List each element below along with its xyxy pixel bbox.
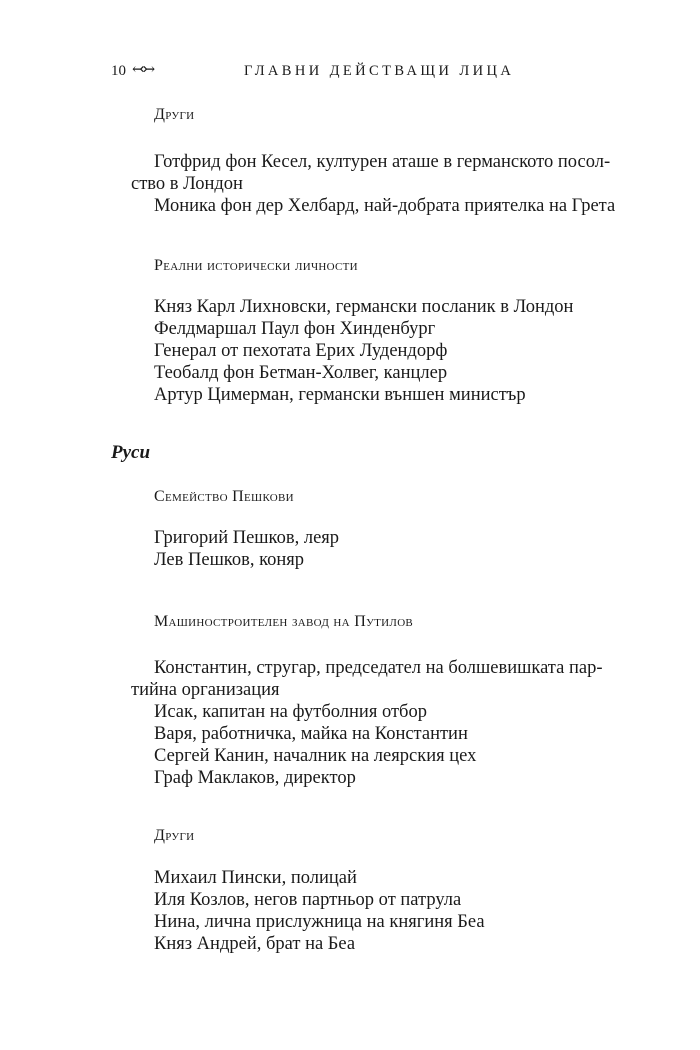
character-entry: Генерал от пехотата Ерих Лудендорф (154, 341, 448, 361)
character-entry: Лев Пешков, коняр (154, 550, 305, 570)
character-entry-continuation: ство в Лондон (131, 174, 243, 194)
section-heading-peshkov: Семейство Пешкови (154, 488, 294, 505)
character-entry: Варя, работничка, майка на Константин (154, 724, 468, 744)
character-entry-continuation: тийна организация (131, 680, 280, 700)
character-entry: Княз Андрей, брат на Беа (154, 934, 356, 954)
section-heading-putilov: Машиностроителен завод на Путилов (154, 613, 414, 630)
section-heading-historical: Реални исторически личности (154, 257, 358, 274)
character-entry: Фелдмаршал Паул фон Хинденбург (154, 319, 436, 339)
character-entry: Моника фон дер Хелбард, най-добрата приятелка на Грета (154, 196, 616, 216)
character-entry: Иля Козлов, негов партньор от патрула (154, 890, 462, 910)
running-title: ГЛАВНИ ДЕЙСТВАЩИ ЛИЦА (244, 63, 515, 79)
character-entry: Михаил Пински, полицай (154, 868, 357, 888)
character-entry: Теобалд фон Бетман-Холвег, канцлер (154, 363, 448, 383)
character-entry: Сергей Канин, началник на леярския цех (154, 746, 477, 766)
character-entry: Григорий Пешков, леяр (154, 528, 340, 548)
ornament-icon: ↢↣ (132, 62, 154, 78)
section-heading-others-russians: Други (154, 827, 195, 844)
character-entry: Нина, лична прислужница на княгиня Беа (154, 912, 485, 932)
character-entry: Артур Цимерман, германски външен министър (154, 385, 526, 405)
character-entry: Граф Маклаков, директор (154, 768, 356, 788)
page-number: 10 (111, 63, 126, 79)
section-title-russians: Руси (111, 442, 151, 463)
character-entry: Княз Карл Лихновски, германски посланик в Лондон (154, 297, 574, 317)
character-entry: Константин, стругар, председател на болшевишката пар- (154, 658, 603, 678)
section-heading-others: Други (154, 106, 195, 123)
character-entry: Готфрид фон Кесел, културен аташе в германското посол- (154, 152, 611, 172)
character-entry: Исак, капитан на футболния отбор (154, 702, 427, 722)
